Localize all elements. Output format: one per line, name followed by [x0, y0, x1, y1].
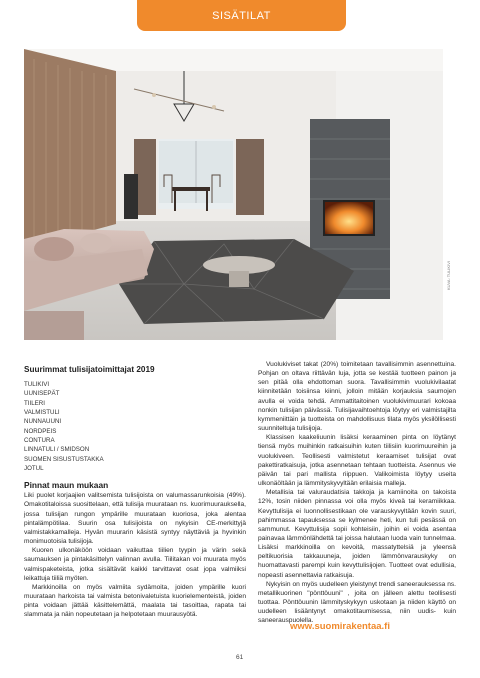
supplier-item: LINNATULI / SMIDSON [24, 446, 90, 454]
body-paragraph: Vuolukiviset takat (20%) toimitetaan tavallisimmin asennettuina. Pohjan on oltava riittävän luja, jotta se kestää tuotteen painon ja sen pitää olla ehdottoman suora. Tavallisimmin vuolukivilaatat kiinnitetään toisiinsa kiinni, jolloin mitään korjauksia saumojen avulla ei voida tehdä. Ammattitaitoinen vuolukivimuurari kokoaa nonkin tulisijan päivässä. Tulisijavaihtoehtoja löytyy eri valmistajilta kymmeniittäin ja tuotteista on mahdollisuus tilata myös yksilöllisesti suunniteltuja tulisijoja. [258, 361, 456, 433]
supplier-item: SUOMEN SISUSTUSTAKKA [24, 455, 104, 463]
body-paragraph: Markkinoilla on myös valmiita sydämoita, joiden ympärille kuori muurataan harkoista tai valmista betonivaletuista kuorielementeistä, joiden pinta voidaan jättää käsittelemättä, maalata tai tasoittaa, rapata tai slammata ja näin nopeutetaan ja helpotetaan muurausyötä. [24, 583, 246, 619]
page-number: 61 [236, 654, 244, 661]
right-column [258, 360, 456, 626]
body-paragraph: Kuoren ulkonäköön voidaan vaikuttaa tiilien tyypin ja värin sekä saumauksen ja pintakäsittelyn valinnan avulla. Tiilitakan voi muurata myös valmispaketeista, jotka sisältävät kaikki tarvittavat osat jopa valmiiksi leikattuja tiiliä myöten. [24, 547, 246, 582]
photo-credit: KUVA: TULIKIVI [446, 261, 451, 290]
section-label: SISÄTILAT [212, 9, 271, 22]
section-tab [137, 0, 346, 31]
article-heading: Pinnat maun mukaan [24, 480, 109, 491]
website-link[interactable]: www.suomirakentaa.fi [290, 621, 390, 632]
supplier-item: CONTURA [24, 436, 55, 444]
supplier-item: VALMISTULI [24, 409, 60, 417]
body-paragraph: Klassisen kaakeliuunin lisäksi keraaminen pinta on löytänyt tiensä myös muihinkin ratkaisuihin kuten tiilisiin kuorimuureihin ja vuolukiveen. Teollisesti valmistetut keraamiset tulisijat ovat pakettiratkaisuja, jotka asennetaan tehtaan tuotteista. Asennus vie päivän tai pari mallista riippuen. Valikoimista löytyy useita ulkonäöltään ja lämmityskyvyltään erilaisia malleja. [258, 434, 456, 488]
left-column [24, 360, 246, 619]
supplier-item: NUNNAUUNI [24, 418, 62, 426]
supplier-item: NORDPEIS [24, 427, 57, 435]
suppliers-list [24, 380, 246, 473]
living-room-photo [24, 49, 443, 340]
suppliers-box-title: Suurimmat tulisijatoimittajat 2019 [24, 365, 155, 374]
body-paragraph: Metallisia tai valuraudatisia takkoja ja kamiinoita on takoista 12%, tosin niiden pinnassa voi olla myös kiveä tai keramiikkaa. Kevyttulisija ei luonnollisestikaan ole varauskyvyltään kovin suuri, pahimmassa tapauksessa se kylmenee heti, kun tuli pesässä on sammunut. Kevyttulisija sopii kohteisiin, joihin ei voida asentaa painavaa lämmönlähdettä tai joissa halutaan luoda vain tunnelmaa. Lisäksi markkinoilla on kevoitä, massatyttelsiä ja yleensä peltikuorisia takkauuneja, joiden lämmönvarauskyky on huomattavasti parempi kuin kevyttulisijojen. Tuotteet ovat edullisia, nopeasti asennettavia ratkaisuja. [258, 489, 456, 579]
supplier-item: TIILERI [24, 399, 45, 407]
supplier-item: UUNISEPÄT [24, 390, 60, 398]
supplier-item: TULIKIVI [24, 381, 50, 389]
supplier-item: JOTUL [24, 464, 44, 472]
body-paragraph: Liki puolet korjaajien valitsemista tulisijoista on valumassarunkoisia (49%). Omakotitaloissa suosittelaan, että tulisija muurataan ns. kuorimuurauksella, jossa tulisijan rungon ympärille muurataan kuoriosa, joka alentaa pintalämpötilaa. Suurin osa tulisijoista on nykyisin CE-merkittyjä valmistakkamalleja. Hyvän muurarin käsistä syntyy näyttäviä ja hyvinkin monimuotoisia tulisijoja. [24, 492, 246, 546]
body-paragraph: Nykyisin on myös uudelleen yleistynyt trendi saneerauksessa ns. metallikuorinen "pönttöuuni" , joita on jälleen alettu teollisesti tuottaa. Pönttöuunin lämmityskykyyn uskotaan ja niiden käyttö on uudelleen lisääntynyt omakotitaumisessa, niin uudis- kuin saneerauspuolella. [258, 580, 456, 625]
